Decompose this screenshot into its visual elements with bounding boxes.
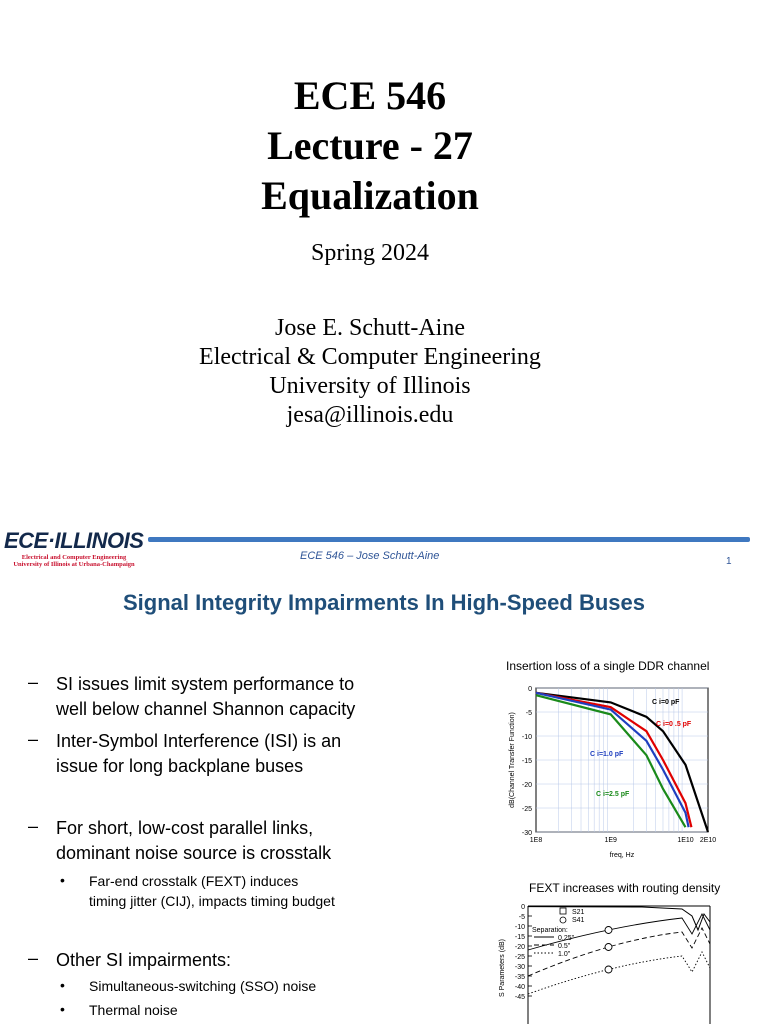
y-tick-label: -5 xyxy=(525,710,532,717)
series-marker xyxy=(605,966,612,973)
legend-separation-label: 0.5" xyxy=(558,943,571,950)
y-tick-label: -15 xyxy=(521,758,532,765)
x-tick-label: 1E9 xyxy=(604,837,617,844)
lecture-topic: Equalization xyxy=(261,173,479,218)
ece-illinois-logo xyxy=(4,528,144,568)
author-email[interactable]: jesa@illinois.edu xyxy=(286,402,454,428)
course-title: ECE 546 xyxy=(293,73,447,118)
x-axis-label: freq, Hz xyxy=(609,852,635,859)
y-axis-label: dB(Channel Transfer Function) xyxy=(509,712,516,808)
chart1-caption: Insertion loss of a single DDR channel xyxy=(506,659,710,673)
lecture-number: Lecture - 27 xyxy=(267,123,473,168)
y-tick-label: -20 xyxy=(514,944,525,951)
insertion-loss-chart xyxy=(492,676,726,862)
sub-bullet-dot: • xyxy=(60,872,65,888)
series-marker xyxy=(605,944,612,951)
y-tick-label: -10 xyxy=(514,924,525,931)
bullet-1-line-1: SI issues limit system performance to xyxy=(56,674,355,694)
logo-subtitle-2: University of Illinois at Urbana-Champaign xyxy=(13,561,135,568)
bullet-3-line-1: For short, low-cost parallel links, xyxy=(56,818,314,838)
y-tick-label: -5 xyxy=(518,914,525,921)
series-s41 xyxy=(528,928,710,976)
logo-text: ECE·ILLINOIS xyxy=(4,528,144,553)
footer-text: ECE 546 – Jose Schutt-Aine xyxy=(300,550,440,562)
y-tick-label: -30 xyxy=(514,964,525,971)
y-tick-label: 0 xyxy=(528,686,532,693)
y-tick-label: 0 xyxy=(521,904,525,911)
sub-bullet-fext-line-1: Far-end crosstalk (FEXT) induces xyxy=(89,873,299,889)
legend-circle-marker xyxy=(560,917,566,923)
series-s41 xyxy=(528,952,710,994)
bullet-2-line-2: issue for long backplane buses xyxy=(56,756,304,776)
semester: Spring 2024 xyxy=(310,240,429,266)
bullet-3-line-2: dominant noise source is crosstalk xyxy=(56,843,332,863)
slide-title: Signal Integrity Impairments In High-Speed Buses xyxy=(123,590,645,615)
bullet-dash: – xyxy=(28,816,39,836)
fext-chart xyxy=(492,898,722,1024)
legend-s41: S41 xyxy=(572,917,585,924)
y-tick-label: -10 xyxy=(521,734,532,741)
series-label: C i=0 .5 pF xyxy=(656,721,692,728)
university: University of Illinois xyxy=(269,373,471,399)
y-tick-label: -25 xyxy=(521,806,532,813)
y-axis-label: S Parameters (dB) xyxy=(499,939,506,997)
legend-title: Separation: xyxy=(532,927,568,934)
sub-bullet-sso: Simultaneous-switching (SSO) noise xyxy=(89,978,317,994)
author-name: Jose E. Schutt-Aine xyxy=(275,315,465,341)
bullet-2-line-1: Inter-Symbol Interference (ISI) is an xyxy=(56,731,342,751)
legend-s21: S21 xyxy=(572,909,585,916)
legend-square-marker xyxy=(560,908,566,914)
department: Electrical & Computer Engineering xyxy=(199,344,541,370)
sub-bullet-thermal: Thermal noise xyxy=(89,1002,178,1018)
bullet-4-line-1: Other SI impairments: xyxy=(56,950,232,970)
header-divider xyxy=(148,537,750,542)
y-tick-label: -30 xyxy=(521,830,532,837)
legend-separation-label: 0.25" xyxy=(558,935,575,942)
y-tick-label: -15 xyxy=(514,934,525,941)
x-tick-label: 1E10 xyxy=(677,837,694,844)
bullet-dash: – xyxy=(28,729,39,749)
bullet-dash: – xyxy=(28,948,39,968)
y-tick-label: -45 xyxy=(514,994,525,1001)
chart2-caption: FEXT increases with routing density xyxy=(529,881,721,895)
sub-bullet-dot: • xyxy=(60,977,65,993)
bullet-dash: – xyxy=(28,672,39,692)
y-tick-label: -40 xyxy=(514,984,525,991)
y-tick-label: -35 xyxy=(514,974,525,981)
x-tick-label: 1E8 xyxy=(529,837,543,844)
sub-bullet-dot: • xyxy=(60,1001,65,1017)
series-label: C i=2.5 pF xyxy=(596,791,630,798)
series-label: C i=1.0 pF xyxy=(590,751,624,758)
slide-number: 1 xyxy=(726,556,732,567)
y-tick-label: -20 xyxy=(521,782,532,789)
y-tick-label: -25 xyxy=(514,954,525,961)
series-label: C i=0 pF xyxy=(652,699,680,706)
legend-separation-label: 1.0" xyxy=(558,951,571,958)
bullet-1-line-2: well below channel Shannon capacity xyxy=(56,699,356,719)
logo-subtitle-1: Electrical and Computer Engineering xyxy=(21,554,127,561)
sub-bullet-fext-line-2: timing jitter (CIJ), impacts timing budget xyxy=(89,893,335,909)
series-marker xyxy=(605,927,612,934)
x-tick-label: 2E10 xyxy=(699,837,717,844)
